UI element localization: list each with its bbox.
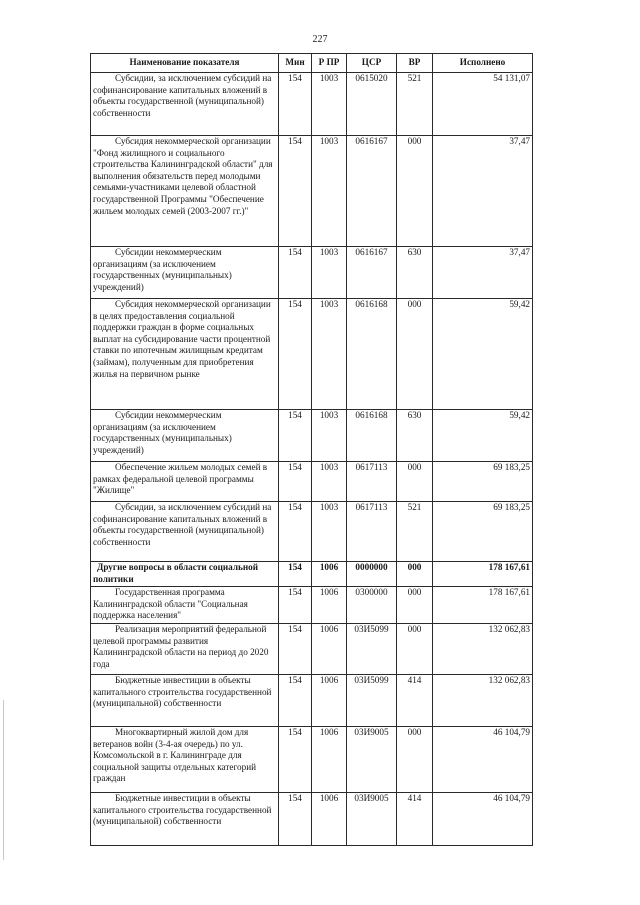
margin-scan-mark: [3, 700, 4, 860]
row-amount-cell: 132 062,83: [433, 624, 533, 675]
row-amount-cell: 69 183,25: [433, 462, 533, 502]
row-min-cell: 154: [279, 136, 312, 247]
row-vr-cell: 000: [397, 562, 433, 587]
row-vr-cell: 414: [397, 793, 433, 846]
table-row: [91, 793, 533, 846]
row-rpr-cell: 1003: [312, 410, 347, 462]
row-csr-cell: 0616167: [347, 247, 397, 299]
row-name-cell: Субсидия некоммерческой организации "Фонд жилищного и социального строительства Калининградской области" для выполнения обязательств перед молодыми семьями-участниками целевой областной государственной Программы "Обеспечение жильем молодых семей (2003-2007 гг.)": [91, 136, 279, 247]
table-row: [91, 727, 533, 793]
row-name-cell: Субсидии некоммерческим организациям (за исключением государственных (муниципальных) учреждений): [91, 247, 279, 299]
table-row: [91, 247, 533, 299]
row-name-cell: Обеспечение жильем молодых семей в рамках федеральной целевой программы "Жилище": [91, 462, 279, 502]
row-name-cell: Бюджетные инвестиции в объекты капитального строительства государственной (муниципальной) собственности: [91, 793, 279, 846]
row-vr-cell: 630: [397, 410, 433, 462]
row-name-cell: Субсидии, за исключением субсидий на софинансирование капитальных вложений в объекты государственной (муниципальной) собственности: [91, 73, 279, 136]
row-vr-cell: 000: [397, 587, 433, 624]
row-amount-cell: 132 062,83: [433, 675, 533, 727]
row-amount-cell: 178 167,61: [433, 587, 533, 624]
row-min-cell: 154: [279, 73, 312, 136]
row-csr-cell: 0000000: [347, 562, 397, 587]
table-row: [91, 136, 533, 247]
page-number: 227: [312, 34, 328, 45]
row-rpr-cell: 1003: [312, 247, 347, 299]
row-rpr-cell: 1006: [312, 727, 347, 793]
row-csr-cell: 03И9005: [347, 793, 397, 846]
row-name-cell: Бюджетные инвестиции в объекты капитального строительства государственной (муниципальной) собственности: [91, 675, 279, 727]
row-amount-cell: 37,47: [433, 136, 533, 247]
row-csr-cell: 0616168: [347, 410, 397, 462]
row-rpr-cell: 1006: [312, 624, 347, 675]
row-name-cell: Многоквартирный жилой дом для ветеранов войн (3-4-ая очередь) по ул. Комсомольской в г. Калининграде для социальной защиты отдельных категорий граждан: [91, 727, 279, 793]
table-body: [91, 73, 533, 846]
row-vr-cell: 000: [397, 299, 433, 410]
row-rpr-cell: 1006: [312, 587, 347, 624]
row-csr-cell: 0616167: [347, 136, 397, 247]
row-min-cell: 154: [279, 299, 312, 410]
row-min-cell: 154: [279, 727, 312, 793]
table-row: [91, 587, 533, 624]
column-header-amount: Исполнено: [433, 54, 533, 73]
column-header-min: Мин: [279, 54, 312, 73]
budget-execution-table: [90, 53, 533, 846]
row-vr-cell: 000: [397, 727, 433, 793]
row-csr-cell: 03И5099: [347, 675, 397, 727]
row-amount-cell: 54 131,07: [433, 73, 533, 136]
row-min-cell: 154: [279, 410, 312, 462]
row-rpr-cell: 1003: [312, 462, 347, 502]
row-amount-cell: 59,42: [433, 410, 533, 462]
row-rpr-cell: 1003: [312, 502, 347, 562]
row-amount-cell: 69 183,25: [433, 502, 533, 562]
row-min-cell: 154: [279, 562, 312, 587]
row-amount-cell: 46 104,79: [433, 727, 533, 793]
table-row: [91, 410, 533, 462]
column-header-rpr: Р ПР: [312, 54, 347, 73]
row-name-cell: Субсидия некоммерческой организации в целях предоставления социальной поддержки граждан в форме социальных выплат на субсидирование части процентной ставки по ипотечным жилищным кредитам (займам), полученным для приобретения жилья на первичном рынке: [91, 299, 279, 410]
row-amount-cell: 46 104,79: [433, 793, 533, 846]
table-row: [91, 624, 533, 675]
row-vr-cell: 414: [397, 675, 433, 727]
table-header-row: [91, 54, 533, 73]
row-csr-cell: 03И9005: [347, 727, 397, 793]
row-min-cell: 154: [279, 587, 312, 624]
row-csr-cell: 0617113: [347, 462, 397, 502]
row-vr-cell: 521: [397, 502, 433, 562]
row-min-cell: 154: [279, 247, 312, 299]
table-row: [91, 299, 533, 410]
row-amount-cell: 178 167,61: [433, 562, 533, 587]
row-min-cell: 154: [279, 793, 312, 846]
row-vr-cell: 630: [397, 247, 433, 299]
table-row: [91, 462, 533, 502]
row-min-cell: 154: [279, 502, 312, 562]
row-vr-cell: 000: [397, 624, 433, 675]
row-name-cell: Субсидии некоммерческим организациям (за исключением государственных (муниципальных) учреждений): [91, 410, 279, 462]
row-min-cell: 154: [279, 462, 312, 502]
row-vr-cell: 000: [397, 136, 433, 247]
column-header-vr: ВР: [397, 54, 433, 73]
row-csr-cell: 0300000: [347, 587, 397, 624]
row-name-cell: Реализация мероприятий федеральной целевой программы развития Калининградской области на период до 2020 года: [91, 624, 279, 675]
column-header-csr: ЦСР: [347, 54, 397, 73]
row-rpr-cell: 1006: [312, 675, 347, 727]
row-min-cell: 154: [279, 675, 312, 727]
row-name-cell: Другие вопросы в области социальной политики: [91, 562, 279, 587]
column-header-name: Наименование показателя: [91, 54, 279, 73]
row-name-cell: Субсидии, за исключением субсидий на софинансирование капитальных вложений в объекты государственной (муниципальной) собственности: [91, 502, 279, 562]
row-name-cell: Государственная программа Калининградской области "Социальная поддержка населения": [91, 587, 279, 624]
row-amount-cell: 37,47: [433, 247, 533, 299]
row-amount-cell: 59,42: [433, 299, 533, 410]
row-rpr-cell: 1003: [312, 73, 347, 136]
row-rpr-cell: 1006: [312, 562, 347, 587]
row-csr-cell: 0615020: [347, 73, 397, 136]
table-row: [91, 562, 533, 587]
row-csr-cell: 0617113: [347, 502, 397, 562]
table-row: [91, 73, 533, 136]
table-row: [91, 502, 533, 562]
row-vr-cell: 521: [397, 73, 433, 136]
row-rpr-cell: 1003: [312, 136, 347, 247]
row-min-cell: 154: [279, 624, 312, 675]
table-row: [91, 675, 533, 727]
row-rpr-cell: 1006: [312, 793, 347, 846]
row-rpr-cell: 1003: [312, 299, 347, 410]
row-csr-cell: 03И5099: [347, 624, 397, 675]
row-csr-cell: 0616168: [347, 299, 397, 410]
row-vr-cell: 000: [397, 462, 433, 502]
